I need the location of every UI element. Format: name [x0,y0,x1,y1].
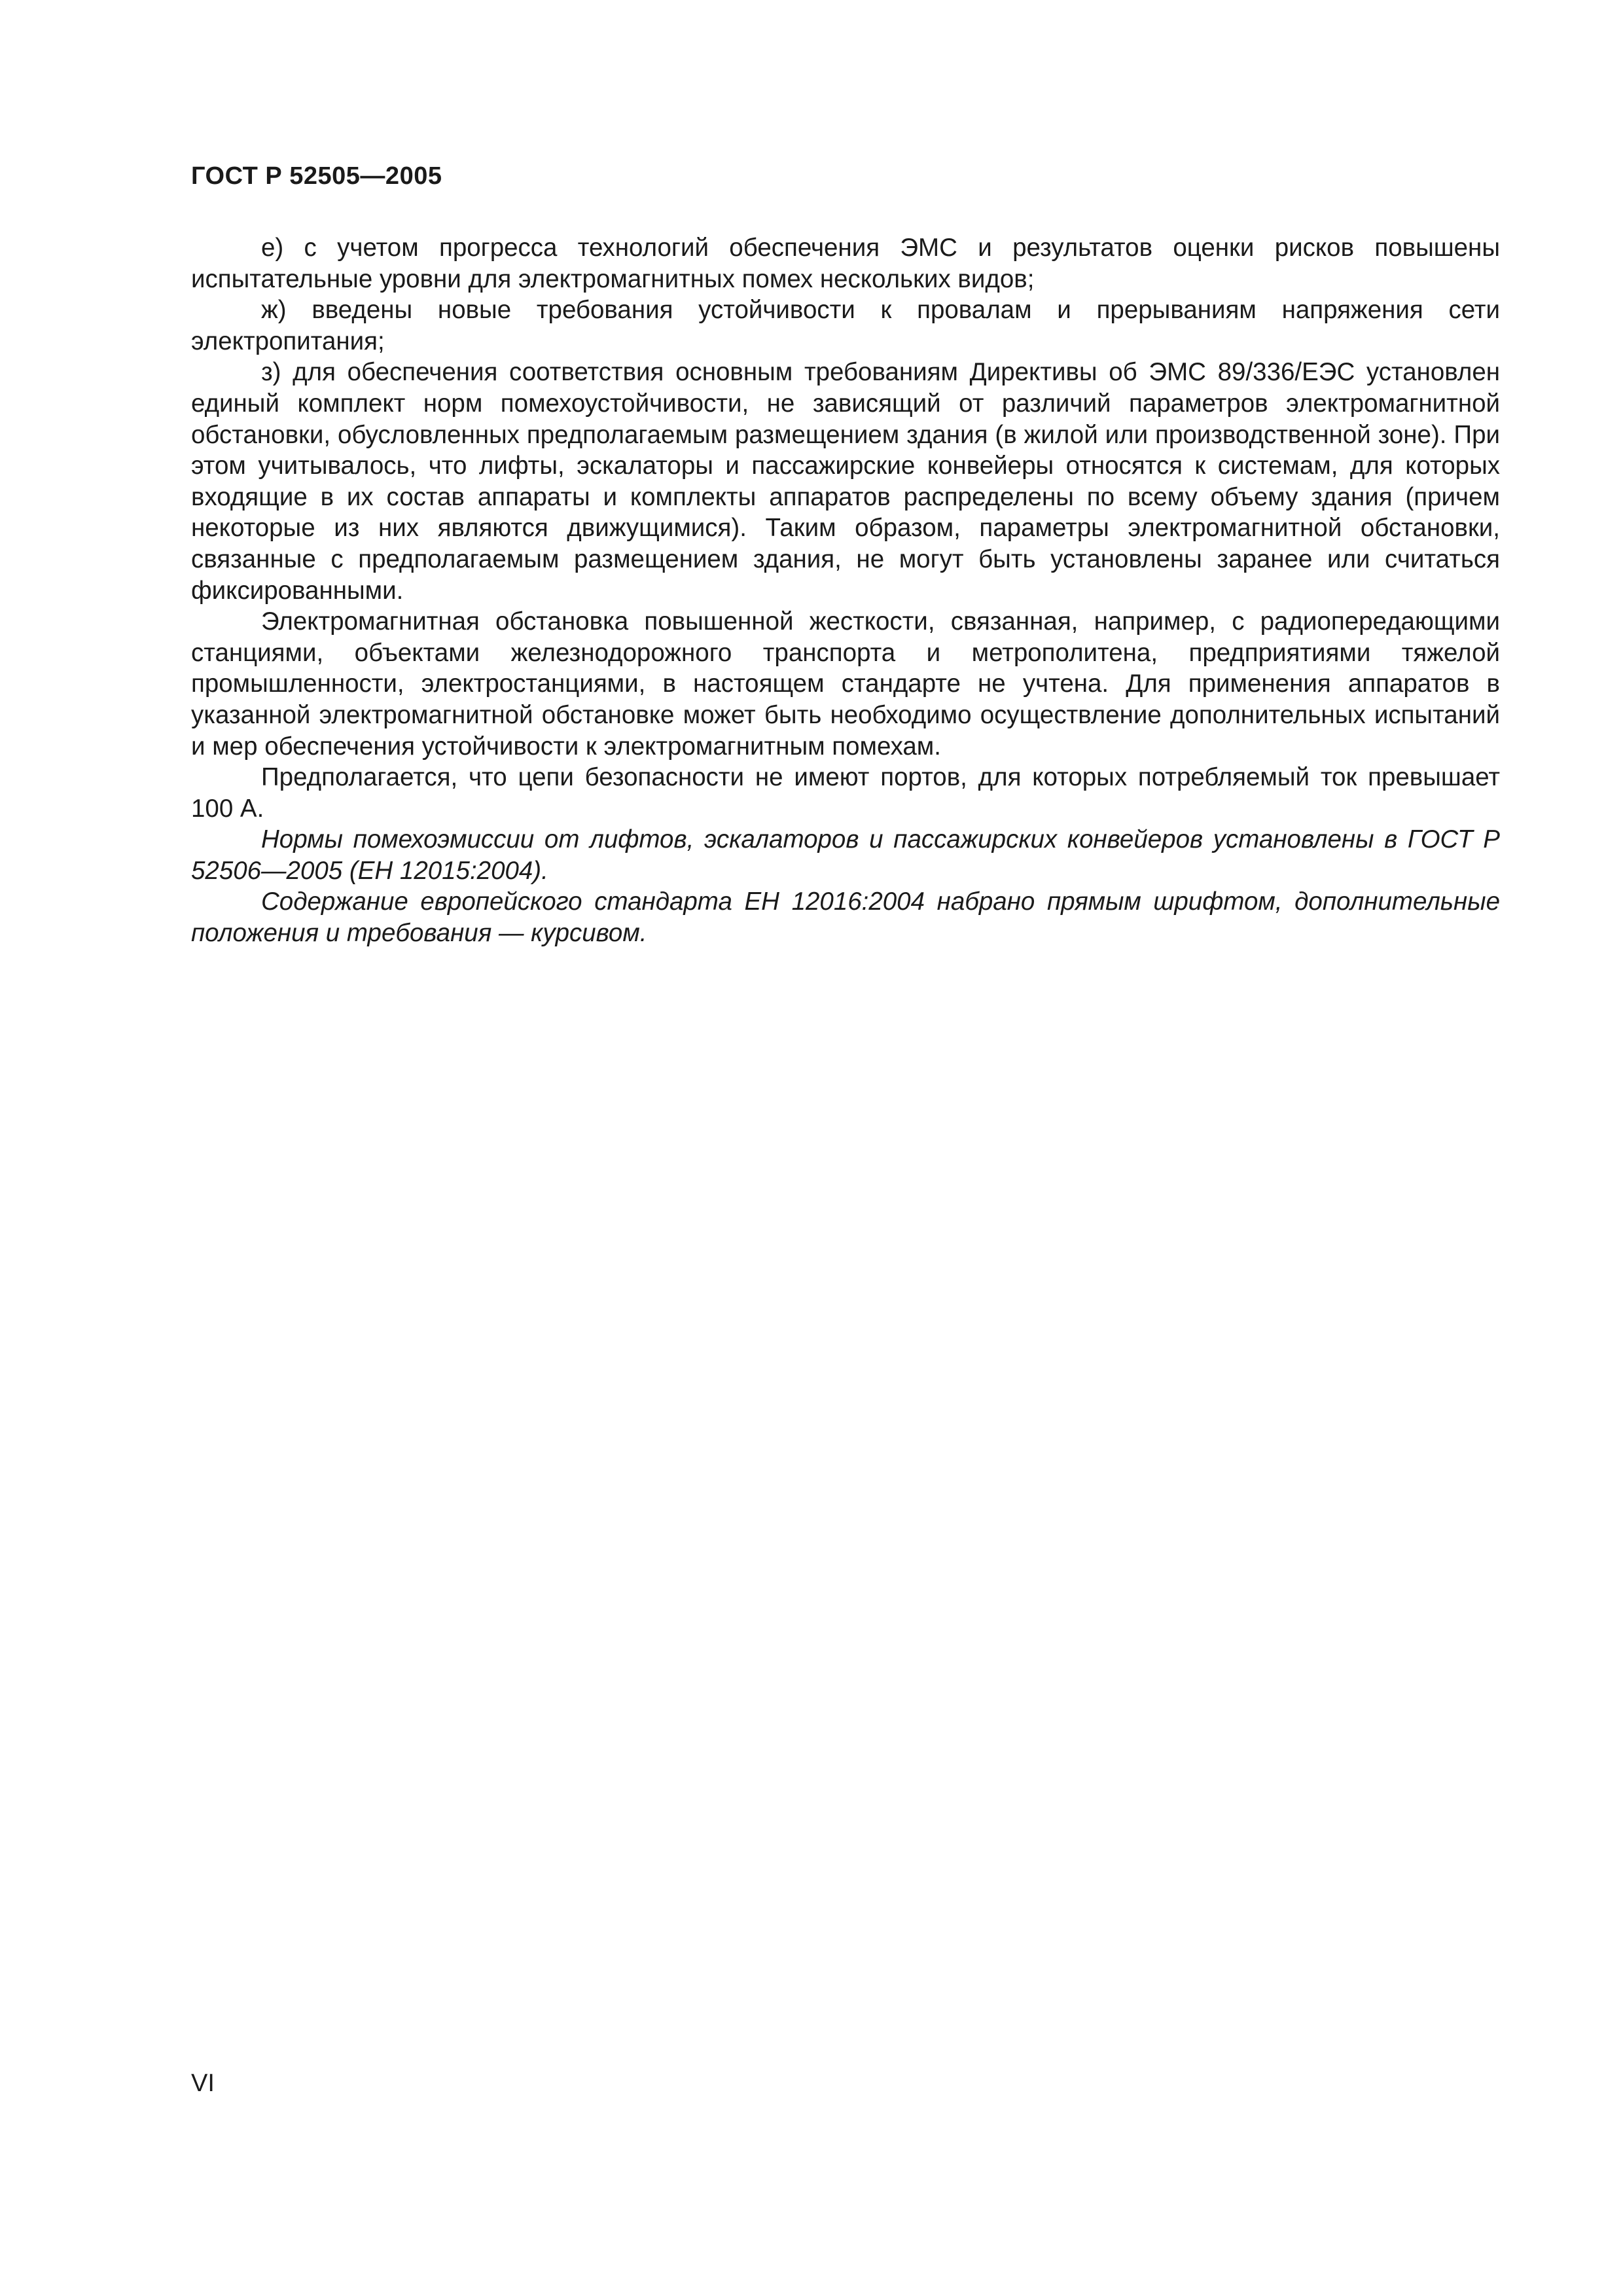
paragraph-emission-norms: Нормы помехоэмиссии от лифтов, эскалаторов и пассажирских конвейеров установлены в ГОСТ Р 52506—2005 (ЕН 12015:2004). [191,825,1500,885]
page-number: VI [191,2070,215,2097]
paragraph-item-zh: ж) введены новые требования устойчивости к провалам и прерываниям напряжения сети электропитания; [191,296,1500,355]
paragraph-safety-circuits: Предполагается, что цепи безопасности не имеют портов, для которых потребляемый ток превышает 100 А. [191,763,1500,823]
document-body [191,232,1500,949]
paragraph-font-note: Содержание европейского стандарта ЕН 12016:2004 набрано прямым шрифтом, дополнительные положения и требования — курсивом. [191,888,1500,948]
paragraph-item-z: з) для обеспечения соответствия основным требованиям Директивы об ЭМС 89/336/ЕЭС установлен единый комплект норм помехоустойчивости, не зависящий от различий параметров электромагнитной обстановки, обусловленных предполагаемым размещением здания (в жилой или производственной зоне). При этом учитывалось, что лифты, эскалаторы и пассажирские конвейеры относятся к системам, для которых входящие в их состав аппараты и комплекты аппаратов распределены по всему объему здания (причем некоторые из них являются движущимися). Таким образом, параметры электромагнитной обстановки, связанные с предполагаемым размещением здания, не могут быть установлены заранее или считаться фиксированными. [191,358,1500,605]
paragraph-electromagnetic-environment: Электромагнитная обстановка повышенной жесткости, связанная, например, с радиопередающими станциями, объектами железнодорожного транспорта и метрополитена, предприятиями тяжелой промышленности, электростанциями, в настоящем стандарте не учтена. Для применения аппаратов в указанной электромагнитной обстановке может быть необходимо осуществление дополнительных испытаний и мер обеспечения устойчивости к электромагнитным помехам. [191,607,1500,761]
document-code-header: ГОСТ Р 52505—2005 [191,162,442,190]
paragraph-item-e: е) с учетом прогресса технологий обеспечения ЭМС и результатов оценки рисков повышены испытательные уровни для электромагнитных помех нескольких видов; [191,234,1500,293]
